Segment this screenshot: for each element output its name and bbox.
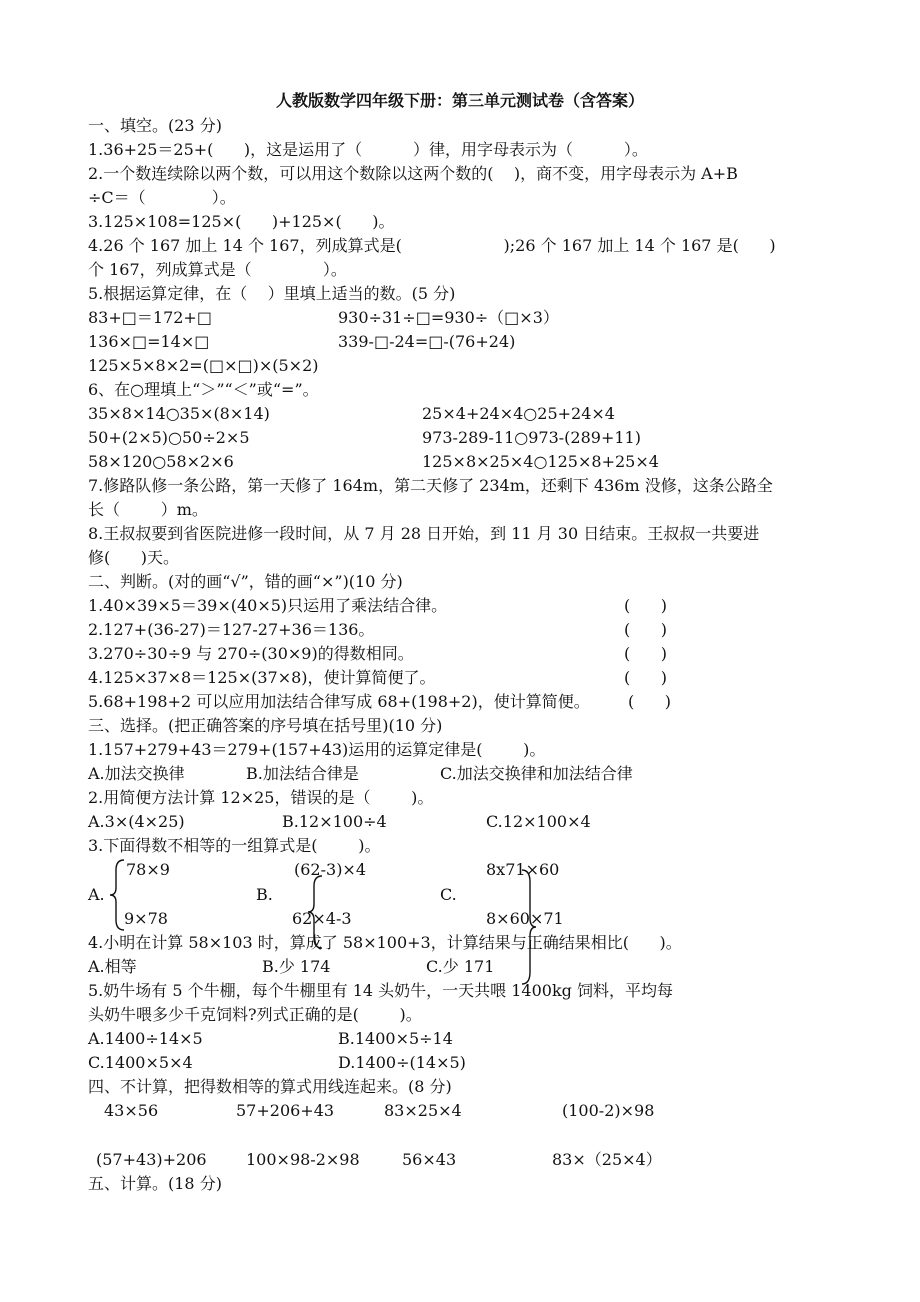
question-1-2a: 2.一个数连续除以两个数，可以用这个数除以这两个数的( )，商不变，用字母表示为 A+B — [88, 164, 738, 183]
q5-row1-left: 83+□＝172+□ — [88, 308, 212, 327]
choice-q3-a-bottom: 9×78 — [124, 909, 168, 928]
judge-paren-2: ( ) — [624, 620, 667, 639]
choice-q3-b-bottom: 62×4-3 — [292, 909, 352, 928]
choice-q3-a-top: 78×9 — [126, 860, 170, 879]
choice-q3-c-top: 8x71×60 — [486, 860, 560, 879]
judge-paren-1: ( ) — [624, 596, 667, 615]
section5-heading: 五、计算。(18 分) — [88, 1174, 222, 1193]
choice-q2-b: B.12×100÷4 — [282, 812, 387, 831]
choice-q1-a: A.加法交换律 — [88, 764, 185, 783]
question-1-2b: ÷C＝（ ）。 — [88, 188, 236, 207]
choice-q1: 1.157+279+43＝279+(157+43)运用的运算定律是( )。 — [88, 740, 546, 759]
match-bottom-4: 83×（25×4） — [552, 1150, 662, 1169]
q6-row3-left: 58×120○58×2×6 — [88, 452, 234, 471]
match-top-2: 57+206+43 — [236, 1101, 335, 1120]
judge-item-5: 5.68+198+2 可以应用加法结合律写成 68+(198+2)，使计算简便。 — [88, 692, 590, 711]
choice-q2-c: C.12×100×4 — [486, 812, 591, 831]
choice-q5a: 5.奶牛场有 5 个牛棚，每个牛棚里有 14 头奶牛，一天共喂 1400kg 饲料，平均每 — [88, 981, 673, 1000]
choice-q1-c: C.加法交换律和加法结合律 — [440, 764, 633, 783]
judge-paren-4: ( ) — [624, 668, 667, 687]
choice-q4-c: C.少 171 — [426, 957, 495, 976]
choice-q5-d: D.1400÷(14×5) — [338, 1053, 466, 1072]
choice-q5-c: C.1400×5×4 — [88, 1053, 193, 1072]
question-1-8a: 8.王叔叔要到省医院进修一段时间，从 7 月 28 日开始，到 11 月 30 日结束。王叔叔一共要进 — [88, 524, 760, 543]
judge-item-1: 1.40×39×5＝39×(40×5)只运用了乘法结合律。 — [88, 596, 448, 615]
question-1-7a: 7.修路队修一条公路，第一天修了 164m，第二天修了 234m，还剩下 436m 没修，这条公路全 — [88, 476, 773, 495]
match-bottom-2: 100×98-2×98 — [246, 1150, 360, 1169]
question-1-7b: 长（ ）m。 — [88, 500, 208, 519]
match-bottom-3: 56×43 — [402, 1150, 457, 1169]
brace-c-icon — [520, 868, 538, 986]
question-1-3: 3.125×108=125×( )+125×( )。 — [88, 212, 395, 231]
brace-a-icon — [108, 858, 126, 932]
section1-heading: 一、填空。(23 分) — [88, 116, 222, 135]
q6-row1-right: 25×4+24×4○25+24×4 — [422, 404, 615, 423]
match-top-4: (100-2)×98 — [562, 1101, 655, 1120]
q5-row2-right: 339-□-24=□-(76+24) — [338, 332, 516, 351]
choice-q5-a: A.1400÷14×5 — [88, 1029, 203, 1048]
judge-item-4: 4.125×37×8＝125×(37×8)，使计算简便了。 — [88, 668, 436, 687]
judge-paren-3: ( ) — [624, 644, 667, 663]
choice-q3-b-top: (62-3)×4 — [294, 860, 367, 879]
question-1-4b: 个 167，列成算式是（ ）。 — [88, 260, 347, 279]
q5-row1-right: 930÷31÷□=930÷（□×3） — [338, 308, 559, 327]
judge-item-3: 3.270÷30÷9 与 270÷(30×9)的得数相同。 — [88, 644, 414, 663]
question-1-1: 1.36+25＝25+( )，这是运用了（ ）律，用字母表示为（ ）。 — [88, 140, 648, 159]
choice-q3-a-label: A. — [88, 885, 105, 904]
section3-heading: 三、选择。(把正确答案的序号填在括号里)(10 分) — [88, 716, 443, 735]
section2-heading: 二、判断。(对的画“√”，错的画“×”)(10 分) — [88, 572, 403, 591]
page-title: 人教版数学四年级下册：第三单元测试卷（含答案） — [275, 91, 644, 110]
q6-row3-right: 125×8×25×4○125×8+25×4 — [422, 452, 659, 471]
q5-row3: 125×5×8×2=(□×□)×(5×2) — [88, 356, 319, 375]
choice-q3-b-label: B. — [256, 885, 273, 904]
choice-q1-b: B.加法结合律是 — [246, 764, 359, 783]
choice-q4: 4.小明在计算 58×103 时，算成了 58×100+3，计算结果与正确结果相比( )。 — [88, 933, 682, 952]
q5-row2-left: 136×□=14×□ — [88, 332, 210, 351]
choice-q4-a: A.相等 — [88, 957, 137, 976]
judge-paren-5: ( ) — [628, 692, 671, 711]
match-bottom-1: (57+43)+206 — [96, 1150, 207, 1169]
question-1-8b: 修( )天。 — [88, 548, 180, 567]
q6-row1-left: 35×8×14○35×(8×14) — [88, 404, 270, 423]
choice-q4-b: B.少 174 — [262, 957, 331, 976]
question-1-5: 5.根据运算定律，在（ ）里填上适当的数。(5 分) — [88, 284, 456, 303]
q6-row2-right: 973-289-11○973-(289+11) — [422, 428, 641, 447]
judge-item-2: 2.127+(36-27)＝127-27+36＝136。 — [88, 620, 375, 639]
choice-q3: 3.下面得数不相等的一组算式是( )。 — [88, 836, 381, 855]
choice-q5b: 头奶牛喂多少千克饲料?列式正确的是( )。 — [88, 1005, 422, 1024]
choice-q3-c-bottom: 8×60×71 — [486, 909, 564, 928]
choice-q5-b: B.1400×5÷14 — [338, 1029, 453, 1048]
choice-q2-a: A.3×(4×25) — [88, 812, 185, 831]
match-top-3: 83×25×4 — [384, 1101, 462, 1120]
question-1-4a: 4.26 个 167 加上 14 个 167，列成算式是( );26 个 167 加上 14 个 167 是( ) — [88, 236, 776, 255]
choice-q3-c-label: C. — [440, 885, 457, 904]
q6-row2-left: 50+(2×5)○50÷2×5 — [88, 428, 250, 447]
choice-q2: 2.用简便方法计算 12×25，错误的是（ )。 — [88, 788, 434, 807]
question-1-6: 6、在○理填上“＞”“＜”或“=”。 — [88, 380, 319, 399]
section4-heading: 四、不计算，把得数相等的算式用线连起来。(8 分) — [88, 1077, 452, 1096]
match-top-1: 43×56 — [104, 1101, 159, 1120]
